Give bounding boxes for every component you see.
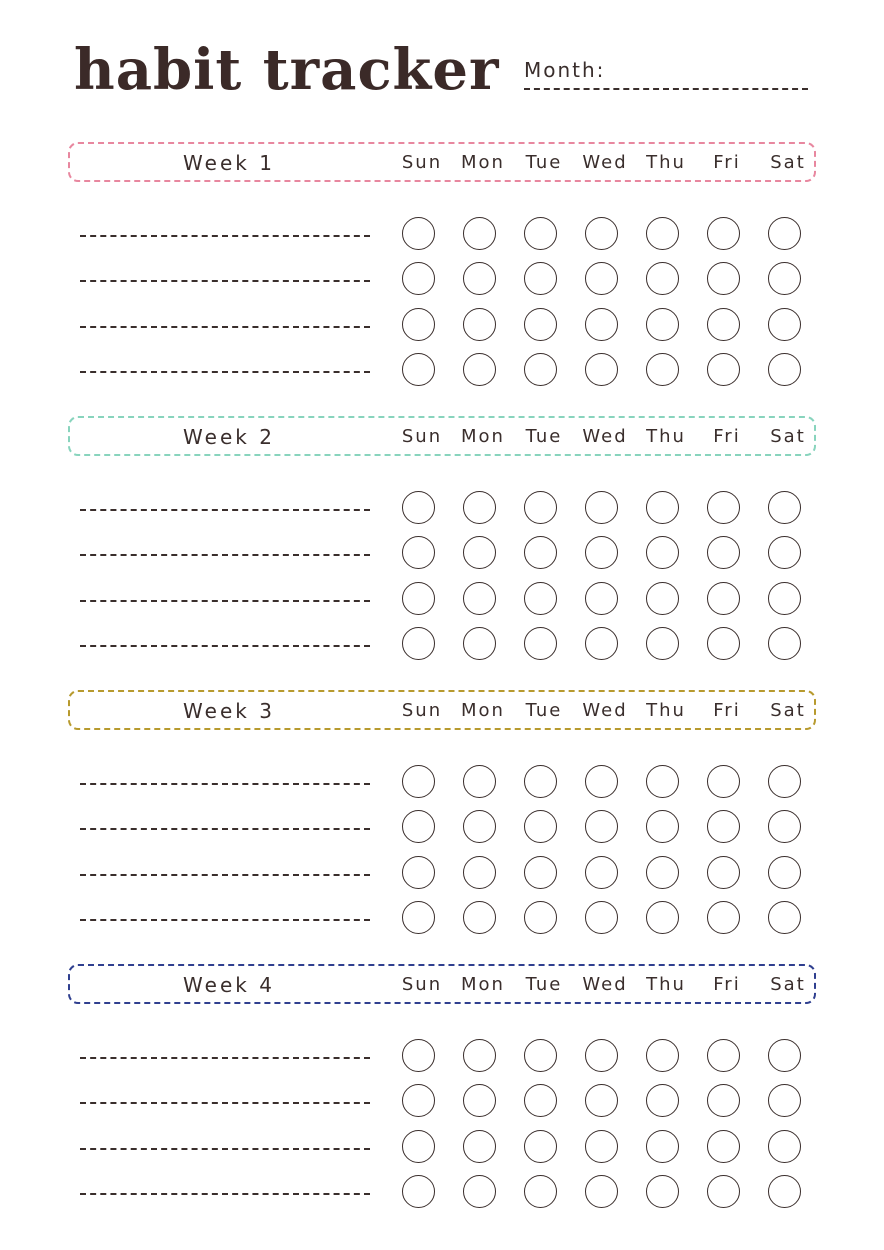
habit-name-line[interactable]	[80, 874, 370, 876]
habit-check-circle-thu[interactable]	[646, 901, 679, 934]
habit-name-line[interactable]	[80, 1057, 370, 1059]
day-header-mon: Mon	[461, 152, 505, 173]
habit-check-circle-thu[interactable]	[646, 1084, 679, 1117]
habit-check-circle-sat[interactable]	[768, 1175, 801, 1208]
habit-check-circle-sat[interactable]	[768, 582, 801, 615]
habit-check-circle-sat[interactable]	[768, 901, 801, 934]
habit-check-circle-sat[interactable]	[768, 353, 801, 386]
habit-check-circle-mon[interactable]	[463, 582, 496, 615]
habit-check-circle-wed[interactable]	[585, 901, 618, 934]
habit-check-circle-tue[interactable]	[524, 627, 557, 660]
habit-row	[68, 901, 816, 937]
habit-check-circle-tue[interactable]	[524, 1039, 557, 1072]
habit-check-circle-thu[interactable]	[646, 536, 679, 569]
habit-check-circle-tue[interactable]	[524, 901, 557, 934]
habit-check-circle-thu[interactable]	[646, 856, 679, 889]
habit-check-circle-tue[interactable]	[524, 1175, 557, 1208]
month-label: Month:	[524, 58, 606, 82]
habit-check-circle-fri[interactable]	[707, 1084, 740, 1117]
habit-check-circle-thu[interactable]	[646, 308, 679, 341]
habit-check-circle-thu[interactable]	[646, 1039, 679, 1072]
habit-check-circle-wed[interactable]	[585, 856, 618, 889]
habit-check-circle-sun[interactable]	[402, 491, 435, 524]
habit-check-circle-wed[interactable]	[585, 627, 618, 660]
habit-check-circle-thu[interactable]	[646, 491, 679, 524]
habit-row	[68, 308, 816, 344]
habit-row	[68, 262, 816, 298]
habit-row	[68, 536, 816, 572]
habit-check-circle-fri[interactable]	[707, 262, 740, 295]
habit-check-circle-wed[interactable]	[585, 536, 618, 569]
day-header-sun: Sun	[401, 426, 443, 447]
habit-check-circle-sun[interactable]	[402, 217, 435, 250]
month-write-line[interactable]	[524, 88, 808, 90]
habit-check-circle-thu[interactable]	[646, 627, 679, 660]
habit-check-circle-wed[interactable]	[585, 217, 618, 250]
habit-name-line[interactable]	[80, 371, 370, 373]
habit-check-circle-sat[interactable]	[768, 1130, 801, 1163]
habit-check-circle-sun[interactable]	[402, 1039, 435, 1072]
habit-check-circle-sun[interactable]	[402, 308, 435, 341]
habit-row	[68, 810, 816, 846]
habit-check-circle-sat[interactable]	[768, 765, 801, 798]
habit-row	[68, 627, 816, 663]
week-section-4	[68, 964, 816, 1224]
week-header	[68, 690, 816, 730]
day-header-thu: Thu	[646, 426, 686, 447]
week-header	[68, 964, 816, 1004]
habit-check-circle-tue[interactable]	[524, 536, 557, 569]
day-header-wed: Wed	[582, 700, 628, 721]
habit-name-line[interactable]	[80, 1193, 370, 1195]
day-header-fri: Fri	[713, 426, 741, 447]
day-header-fri: Fri	[713, 700, 741, 721]
week-label: Week 1	[183, 151, 275, 175]
habit-check-circle-thu[interactable]	[646, 262, 679, 295]
habit-check-circle-tue[interactable]	[524, 308, 557, 341]
habit-check-circle-sat[interactable]	[768, 308, 801, 341]
habit-check-circle-thu[interactable]	[646, 582, 679, 615]
habit-row	[68, 582, 816, 618]
habit-check-circle-fri[interactable]	[707, 810, 740, 843]
habit-check-circle-fri[interactable]	[707, 1130, 740, 1163]
week-label: Week 4	[183, 973, 275, 997]
habit-check-circle-sat[interactable]	[768, 856, 801, 889]
habit-check-circle-fri[interactable]	[707, 765, 740, 798]
habit-check-circle-sun[interactable]	[402, 1130, 435, 1163]
habit-row	[68, 1084, 816, 1120]
habit-row	[68, 217, 816, 253]
habit-check-circle-tue[interactable]	[524, 856, 557, 889]
habit-check-circle-sat[interactable]	[768, 1084, 801, 1117]
habit-check-circle-wed[interactable]	[585, 353, 618, 386]
habit-check-circle-mon[interactable]	[463, 810, 496, 843]
habit-name-line[interactable]	[80, 509, 370, 511]
habit-check-circle-fri[interactable]	[707, 217, 740, 250]
day-header-mon: Mon	[461, 700, 505, 721]
day-header-sat: Sat	[770, 700, 806, 721]
habit-check-circle-mon[interactable]	[463, 901, 496, 934]
habit-check-circle-fri[interactable]	[707, 1039, 740, 1072]
habit-check-circle-sun[interactable]	[402, 765, 435, 798]
habit-check-circle-fri[interactable]	[707, 308, 740, 341]
habit-check-circle-sun[interactable]	[402, 627, 435, 660]
day-header-wed: Wed	[582, 152, 628, 173]
habit-check-circle-sun[interactable]	[402, 901, 435, 934]
week-label: Week 2	[183, 425, 275, 449]
habit-check-circle-fri[interactable]	[707, 582, 740, 615]
habit-check-circle-tue[interactable]	[524, 262, 557, 295]
day-header-thu: Thu	[646, 152, 686, 173]
day-header-fri: Fri	[713, 152, 741, 173]
day-header-sat: Sat	[770, 152, 806, 173]
habit-check-circle-mon[interactable]	[463, 491, 496, 524]
habit-check-circle-wed[interactable]	[585, 262, 618, 295]
habit-check-circle-fri[interactable]	[707, 536, 740, 569]
habit-check-circle-mon[interactable]	[463, 308, 496, 341]
day-header-sat: Sat	[770, 426, 806, 447]
habit-check-circle-wed[interactable]	[585, 1130, 618, 1163]
habit-check-circle-tue[interactable]	[524, 491, 557, 524]
habit-check-circle-thu[interactable]	[646, 217, 679, 250]
day-header-sun: Sun	[401, 974, 443, 995]
habit-check-circle-thu[interactable]	[646, 810, 679, 843]
habit-check-circle-tue[interactable]	[524, 582, 557, 615]
habit-row	[68, 491, 816, 527]
habit-check-circle-sat[interactable]	[768, 262, 801, 295]
habit-check-circle-tue[interactable]	[524, 1130, 557, 1163]
habit-name-line[interactable]	[80, 280, 370, 282]
habit-name-line[interactable]	[80, 919, 370, 921]
habit-check-circle-tue[interactable]	[524, 1084, 557, 1117]
habit-row	[68, 765, 816, 801]
habit-check-circle-fri[interactable]	[707, 491, 740, 524]
habit-name-line[interactable]	[80, 828, 370, 830]
habit-check-circle-tue[interactable]	[524, 217, 557, 250]
habit-check-circle-mon[interactable]	[463, 627, 496, 660]
habit-check-circle-sun[interactable]	[402, 1084, 435, 1117]
habit-check-circle-mon[interactable]	[463, 262, 496, 295]
habit-row	[68, 1130, 816, 1166]
day-header-sun: Sun	[401, 700, 443, 721]
habit-check-circle-thu[interactable]	[646, 353, 679, 386]
day-header-thu: Thu	[646, 974, 686, 995]
habit-check-circle-wed[interactable]	[585, 582, 618, 615]
habit-name-line[interactable]	[80, 783, 370, 785]
habit-check-circle-wed[interactable]	[585, 1175, 618, 1208]
habit-check-circle-mon[interactable]	[463, 1130, 496, 1163]
week-label: Week 3	[183, 699, 275, 723]
habit-name-line[interactable]	[80, 600, 370, 602]
habit-row	[68, 856, 816, 892]
habit-check-circle-wed[interactable]	[585, 810, 618, 843]
habit-check-circle-fri[interactable]	[707, 901, 740, 934]
habit-check-circle-mon[interactable]	[463, 536, 496, 569]
habit-check-circle-sun[interactable]	[402, 1175, 435, 1208]
habit-check-circle-fri[interactable]	[707, 856, 740, 889]
day-header-thu: Thu	[646, 700, 686, 721]
day-header-sun: Sun	[401, 152, 443, 173]
habit-check-circle-thu[interactable]	[646, 1130, 679, 1163]
habit-check-circle-sat[interactable]	[768, 810, 801, 843]
habit-name-line[interactable]	[80, 1102, 370, 1104]
day-header-wed: Wed	[582, 426, 628, 447]
habit-check-circle-wed[interactable]	[585, 1039, 618, 1072]
habit-check-circle-sat[interactable]	[768, 536, 801, 569]
day-header-tue: Tue	[525, 700, 563, 721]
habit-check-circle-fri[interactable]	[707, 1175, 740, 1208]
week-section-2	[68, 416, 816, 676]
habit-check-circle-thu[interactable]	[646, 765, 679, 798]
habit-check-circle-sat[interactable]	[768, 627, 801, 660]
week-section-3	[68, 690, 816, 950]
week-section-1	[68, 142, 816, 402]
day-header-tue: Tue	[525, 152, 563, 173]
habit-check-circle-wed[interactable]	[585, 491, 618, 524]
habit-row	[68, 1039, 816, 1075]
day-header-tue: Tue	[525, 974, 563, 995]
day-header-mon: Mon	[461, 426, 505, 447]
day-header-wed: Wed	[582, 974, 628, 995]
habit-check-circle-tue[interactable]	[524, 765, 557, 798]
habit-name-line[interactable]	[80, 326, 370, 328]
habit-row	[68, 1175, 816, 1211]
page-title: habit tracker	[74, 37, 500, 103]
month-field[interactable]	[524, 58, 808, 90]
habit-check-circle-mon[interactable]	[463, 856, 496, 889]
habit-check-circle-sun[interactable]	[402, 856, 435, 889]
week-header	[68, 416, 816, 456]
habit-check-circle-fri[interactable]	[707, 353, 740, 386]
habit-check-circle-mon[interactable]	[463, 1039, 496, 1072]
day-header-sat: Sat	[770, 974, 806, 995]
day-header-tue: Tue	[525, 426, 563, 447]
habit-check-circle-wed[interactable]	[585, 765, 618, 798]
habit-check-circle-wed[interactable]	[585, 1084, 618, 1117]
habit-check-circle-thu[interactable]	[646, 1175, 679, 1208]
habit-check-circle-mon[interactable]	[463, 1175, 496, 1208]
habit-name-line[interactable]	[80, 1148, 370, 1150]
habit-check-circle-sun[interactable]	[402, 353, 435, 386]
habit-check-circle-mon[interactable]	[463, 765, 496, 798]
habit-name-line[interactable]	[80, 645, 370, 647]
day-header-fri: Fri	[713, 974, 741, 995]
day-header-mon: Mon	[461, 974, 505, 995]
habit-check-circle-sun[interactable]	[402, 810, 435, 843]
week-header	[68, 142, 816, 182]
habit-check-circle-mon[interactable]	[463, 353, 496, 386]
habit-row	[68, 353, 816, 389]
habit-name-line[interactable]	[80, 554, 370, 556]
habit-check-circle-sun[interactable]	[402, 536, 435, 569]
habit-check-circle-sun[interactable]	[402, 262, 435, 295]
habit-check-circle-wed[interactable]	[585, 308, 618, 341]
habit-check-circle-sat[interactable]	[768, 217, 801, 250]
habit-check-circle-fri[interactable]	[707, 627, 740, 660]
habit-check-circle-sat[interactable]	[768, 1039, 801, 1072]
habit-check-circle-mon[interactable]	[463, 217, 496, 250]
habit-check-circle-mon[interactable]	[463, 1084, 496, 1117]
habit-name-line[interactable]	[80, 235, 370, 237]
habit-check-circle-sat[interactable]	[768, 491, 801, 524]
habit-check-circle-sun[interactable]	[402, 582, 435, 615]
habit-check-circle-tue[interactable]	[524, 810, 557, 843]
habit-check-circle-tue[interactable]	[524, 353, 557, 386]
